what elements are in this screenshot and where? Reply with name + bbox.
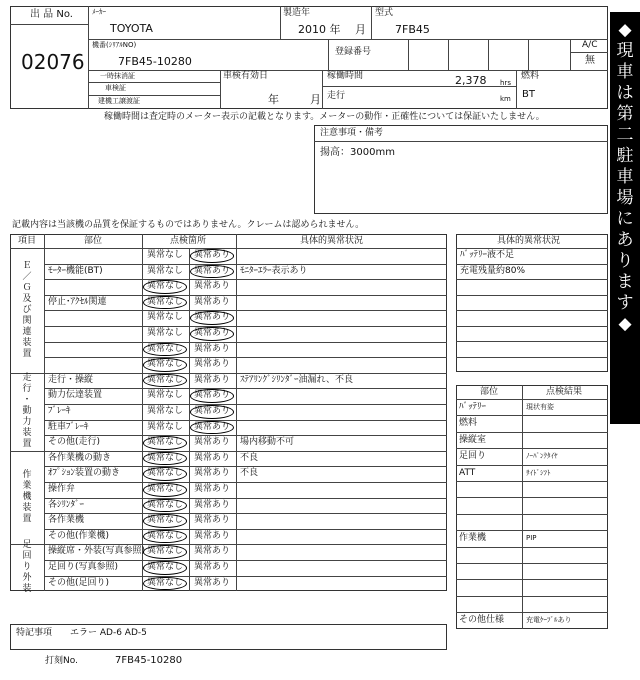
- ok-option: 異常なし: [147, 296, 184, 307]
- part-cell: その他(足回り): [48, 577, 110, 588]
- detail-cell: 不良: [240, 452, 259, 463]
- inspection-expiry-label: 車検有効日: [223, 71, 269, 81]
- notes-header-line: [314, 141, 608, 142]
- special-label: 特記事項: [16, 628, 53, 638]
- part-cell: その他(走行): [48, 437, 101, 448]
- side-banner-char: は: [616, 83, 634, 103]
- results-row-line: [456, 465, 608, 466]
- results-row-line: [456, 530, 608, 531]
- ng-option: 異常あり: [194, 250, 231, 260]
- ok-option: 異常なし: [147, 577, 184, 588]
- stamp-value: 7FB45-10280: [115, 655, 183, 666]
- section-line: [10, 451, 447, 452]
- results-header-line: [456, 399, 608, 400]
- ng-option: 異常あり: [194, 452, 231, 463]
- results-row-line: [456, 415, 608, 416]
- notes-text: 揚高：3000mm: [320, 147, 395, 158]
- hours-fuel-divider: [516, 70, 517, 109]
- ng-option: 異常あり: [194, 312, 231, 323]
- side-banner-char: 第: [616, 104, 634, 124]
- row-line: [44, 576, 447, 577]
- main-header-line: [10, 248, 447, 249]
- maker-label: ﾒｰｶｰ: [92, 8, 106, 16]
- ng-option: 異常あり: [194, 359, 231, 370]
- results-part: 足回り: [459, 451, 487, 462]
- ng-option: 異常あり: [194, 343, 231, 354]
- part-cell: 各作業機の動き: [48, 452, 112, 463]
- results-header-part: 部位: [480, 387, 499, 397]
- results-row-line: [456, 448, 608, 449]
- maker-value: TOYOTA: [110, 22, 153, 35]
- part-cell: 動力伝達装置: [48, 390, 103, 401]
- notes-box: [314, 125, 608, 214]
- side-banner-char: 現: [616, 41, 634, 61]
- ok-option: 異常なし: [147, 312, 184, 323]
- main-col-divider: [142, 234, 143, 591]
- reg-cell-divider-3: [488, 39, 489, 70]
- special-text: エラー AD-6 AD-5: [70, 628, 147, 638]
- results-col-divider: [522, 385, 523, 629]
- inspection-cert-label: 車検証: [105, 84, 126, 92]
- part-cell: ﾓｰﾀｰ機能(BT): [48, 265, 103, 276]
- cert-line-2: [88, 95, 220, 96]
- section-label: 足 回 り 外 装: [22, 540, 32, 595]
- part-cell: ﾌﾞﾚｰｷ: [48, 406, 71, 416]
- machine-no-label: 機番(ｼﾘｱﾙNO): [92, 41, 137, 49]
- results-header-result: 点検結果: [546, 387, 583, 397]
- results-value: ｻｲﾄﾞｼﾌﾄ: [526, 468, 551, 477]
- ok-option: 異常なし: [147, 546, 184, 557]
- serial-number: 02076: [21, 50, 85, 74]
- row-line: [44, 560, 447, 561]
- results-frame: [456, 385, 608, 629]
- results-value: 充電ｹｰﾌﾞﾙあり: [526, 616, 572, 625]
- section-label: 作 業 機 装 置: [22, 470, 32, 525]
- year-label: 製造年: [283, 8, 311, 18]
- right-detail-line: [456, 279, 608, 280]
- results-row-line: [456, 432, 608, 433]
- results-row-line: [456, 579, 608, 580]
- ng-option: 異常あり: [194, 296, 231, 307]
- ng-option: 異常あり: [194, 577, 231, 588]
- results-part: 燃料: [459, 418, 478, 429]
- side-banner-char: す: [616, 293, 634, 313]
- serial-label-underline: [10, 24, 88, 25]
- results-row-line: [456, 497, 608, 498]
- ng-option: 異常あり: [194, 281, 231, 292]
- serial-block-divider: [88, 6, 89, 109]
- row-line: [44, 498, 447, 499]
- row-line: [44, 420, 447, 421]
- detail-cell: 場内移動不可: [240, 437, 295, 448]
- side-banner-char: り: [616, 251, 634, 271]
- ok-option: 異常なし: [147, 374, 184, 385]
- row-line: [44, 529, 447, 530]
- ok-option: 異常なし: [147, 515, 184, 526]
- ok-option: 異常なし: [147, 250, 184, 260]
- expiry-hours-divider: [322, 70, 323, 109]
- header-item: 項目: [18, 236, 37, 246]
- section-line: [10, 373, 447, 374]
- row-line: [44, 357, 447, 358]
- part-cell: 走行・操縦: [48, 374, 94, 385]
- right-detail-text: ﾊﾞｯﾃﾘｰ液不足: [460, 250, 515, 260]
- row-line: [44, 279, 447, 280]
- ng-option: 異常あり: [194, 328, 231, 338]
- part-cell: その他(作業機): [48, 530, 110, 541]
- results-part: 作業機: [459, 533, 487, 544]
- ng-option: 異常あり: [194, 421, 231, 432]
- right-detail-line: [456, 341, 608, 342]
- ng-option: 異常あり: [194, 468, 231, 479]
- ng-option: 異常あり: [194, 390, 231, 401]
- header-part: 部位: [84, 236, 103, 246]
- ok-option: 異常なし: [147, 281, 184, 292]
- part-cell: 各作業機: [48, 515, 85, 526]
- row-line: [44, 513, 447, 514]
- ng-option: 異常あり: [194, 374, 231, 385]
- month-suffix: 月: [355, 23, 366, 36]
- side-banner-char: 二: [616, 125, 634, 145]
- results-part: ﾊﾞｯﾃﾘｰ: [459, 402, 487, 412]
- ng-option: 異常あり: [194, 546, 231, 557]
- ng-option: 異常あり: [194, 484, 231, 494]
- detail-cell: 不良: [240, 468, 259, 479]
- header-check: 点検箇所: [170, 236, 207, 246]
- construction-cert-label: 建機工譲渡証: [98, 97, 140, 105]
- main-col-divider: [44, 234, 45, 591]
- ok-option: 異常なし: [147, 499, 184, 510]
- results-row-line: [456, 514, 608, 515]
- side-banner-char: ◆: [618, 20, 632, 40]
- side-banner-char: ま: [616, 272, 634, 292]
- part-cell: ｵﾌﾟｼｮﾝ装置の動き: [48, 468, 121, 479]
- detail-cell: ｽﾃｱﾘﾝｸﾞｼﾘﾝﾀﾞｰ油漏れ、不良: [240, 374, 354, 385]
- row-line: [44, 310, 447, 311]
- reg-cell-divider-4: [528, 39, 529, 70]
- ng-option: 異常あり: [194, 437, 231, 448]
- right-detail-text: 充電残量約80%: [460, 265, 526, 276]
- ac-label: A/C: [582, 40, 598, 50]
- results-row-line: [456, 481, 608, 482]
- year-value: 2010 年: [298, 23, 341, 36]
- hours-label: 稼働時間: [327, 71, 364, 81]
- ng-option: 異常あり: [194, 406, 231, 416]
- results-part: その他仕様: [459, 615, 505, 626]
- header-row1-line: [88, 39, 608, 40]
- notes-label: 注意事項・備考: [320, 128, 384, 138]
- model-label: 型式: [375, 8, 394, 18]
- row-line: [44, 482, 447, 483]
- mileage-label: 走行: [327, 91, 346, 101]
- right-detail-line: [456, 357, 608, 358]
- cert-block-divider: [220, 70, 221, 109]
- row-line: [44, 388, 447, 389]
- side-banner-char: ◆: [618, 314, 632, 334]
- right-detail-line: [456, 264, 608, 265]
- cert-line-1: [88, 82, 220, 83]
- results-row-line: [456, 596, 608, 597]
- ok-option: 異常なし: [147, 359, 184, 370]
- results-row-line: [456, 547, 608, 548]
- ok-option: 異常なし: [147, 562, 184, 572]
- ok-option: 異常なし: [147, 421, 184, 432]
- section-label: Ｅ ／ Ｇ 及 び 関 連 装 置: [22, 260, 32, 359]
- fuel-value: BT: [522, 89, 535, 100]
- reg-cell-divider-1: [408, 39, 409, 70]
- side-banner-char: あ: [616, 230, 634, 250]
- header-outer-frame: [10, 6, 608, 109]
- km-unit: km: [500, 95, 511, 103]
- row-line: [44, 404, 447, 405]
- results-value: PIP: [526, 534, 537, 543]
- side-banner-char: 車: [616, 62, 634, 82]
- ng-option: 異常あり: [194, 562, 231, 572]
- reg-cell-divider-2: [448, 39, 449, 70]
- right-detail-header-line: [456, 248, 608, 249]
- results-value: ﾉｰﾊﾟﾝｸﾀｲﾔ: [526, 452, 558, 461]
- ng-option: 異常あり: [194, 499, 231, 510]
- ng-option: 異常あり: [194, 530, 231, 541]
- ok-option: 異常なし: [147, 530, 184, 541]
- ng-option: 異常あり: [194, 265, 231, 276]
- results-part: ATT: [459, 467, 476, 478]
- expiry-year-kanji: 年: [268, 93, 279, 106]
- results-value: 現状有姿: [526, 403, 554, 411]
- maker-year-divider: [280, 6, 281, 39]
- ng-option: 異常あり: [194, 515, 231, 526]
- ok-option: 異常なし: [147, 468, 184, 479]
- table-disclaimer: 記載内容は当該機の品質を保証するものではありません。クレームは認められません。: [12, 220, 365, 230]
- right-detail-line: [456, 295, 608, 296]
- stamp-label: 打刻No.: [45, 656, 78, 666]
- ok-option: 異常なし: [147, 437, 184, 448]
- part-cell: 操縦席・外装(写真参照): [48, 546, 146, 557]
- hours-disclaimer: 稼働時間は査定時のメーター表示の記載となります。メーターの動作・正確性については保証いたしません。: [104, 112, 545, 122]
- fuel-label: 燃料: [521, 71, 540, 81]
- ok-option: 異常なし: [147, 390, 184, 401]
- ok-option: 異常なし: [147, 484, 184, 494]
- row-line: [44, 342, 447, 343]
- reg-label: 登録番号: [335, 47, 372, 57]
- expiry-month-kanji: 月: [310, 93, 321, 106]
- ok-option: 異常なし: [147, 328, 184, 338]
- right-detail-line: [456, 326, 608, 327]
- right-detail-header: 具体的異常状況: [497, 236, 561, 246]
- ok-option: 異常なし: [147, 452, 184, 463]
- results-row-line: [456, 612, 608, 613]
- part-cell: 足回り(写真参照): [48, 562, 119, 572]
- row-line: [44, 326, 447, 327]
- year-model-divider: [371, 6, 372, 39]
- part-cell: 操作弁: [48, 484, 76, 494]
- side-banner: [610, 12, 640, 424]
- part-cell: 各ｼﾘﾝﾀﾞｰ: [48, 499, 85, 510]
- ac-value: 無: [585, 55, 595, 66]
- temp-reg-label: 一時抹消証: [100, 72, 135, 80]
- detail-cell: ﾓﾆﾀｰｴﾗｰ表示あり: [240, 265, 308, 276]
- model-value: 7FB45: [395, 23, 430, 36]
- ok-option: 異常なし: [147, 265, 184, 276]
- part-cell: 駐車ﾌﾞﾚｰｷ: [48, 421, 89, 432]
- row-line: [44, 264, 447, 265]
- results-row-line: [456, 563, 608, 564]
- hours-unit: hrs: [500, 79, 511, 87]
- row-line: [44, 295, 447, 296]
- ac-cell-line: [570, 52, 608, 53]
- hours-mileage-line: [322, 86, 516, 87]
- section-label: 走 行 ・ 動 力 装 置: [22, 373, 32, 450]
- machine-no-value: 7FB45-10280: [118, 55, 192, 68]
- header-detail: 具体的異常状況: [300, 236, 364, 246]
- part-cell: 停止･ｱｸｾﾙ関連: [48, 296, 107, 307]
- results-part: 操縦室: [459, 434, 487, 445]
- ok-option: 異常なし: [147, 343, 184, 354]
- ok-option: 異常なし: [147, 406, 184, 416]
- side-banner-char: に: [616, 209, 634, 229]
- hours-value: 2,378: [455, 74, 487, 87]
- side-banner-char: 場: [616, 188, 634, 208]
- serial-label: 出 品 No.: [30, 9, 73, 20]
- side-banner-char: 車: [616, 167, 634, 187]
- side-banner-char: 駐: [616, 146, 634, 166]
- ac-cell-divider: [570, 39, 571, 70]
- machine-reg-divider: [328, 39, 329, 70]
- right-detail-line: [456, 310, 608, 311]
- main-col-divider: [236, 234, 237, 591]
